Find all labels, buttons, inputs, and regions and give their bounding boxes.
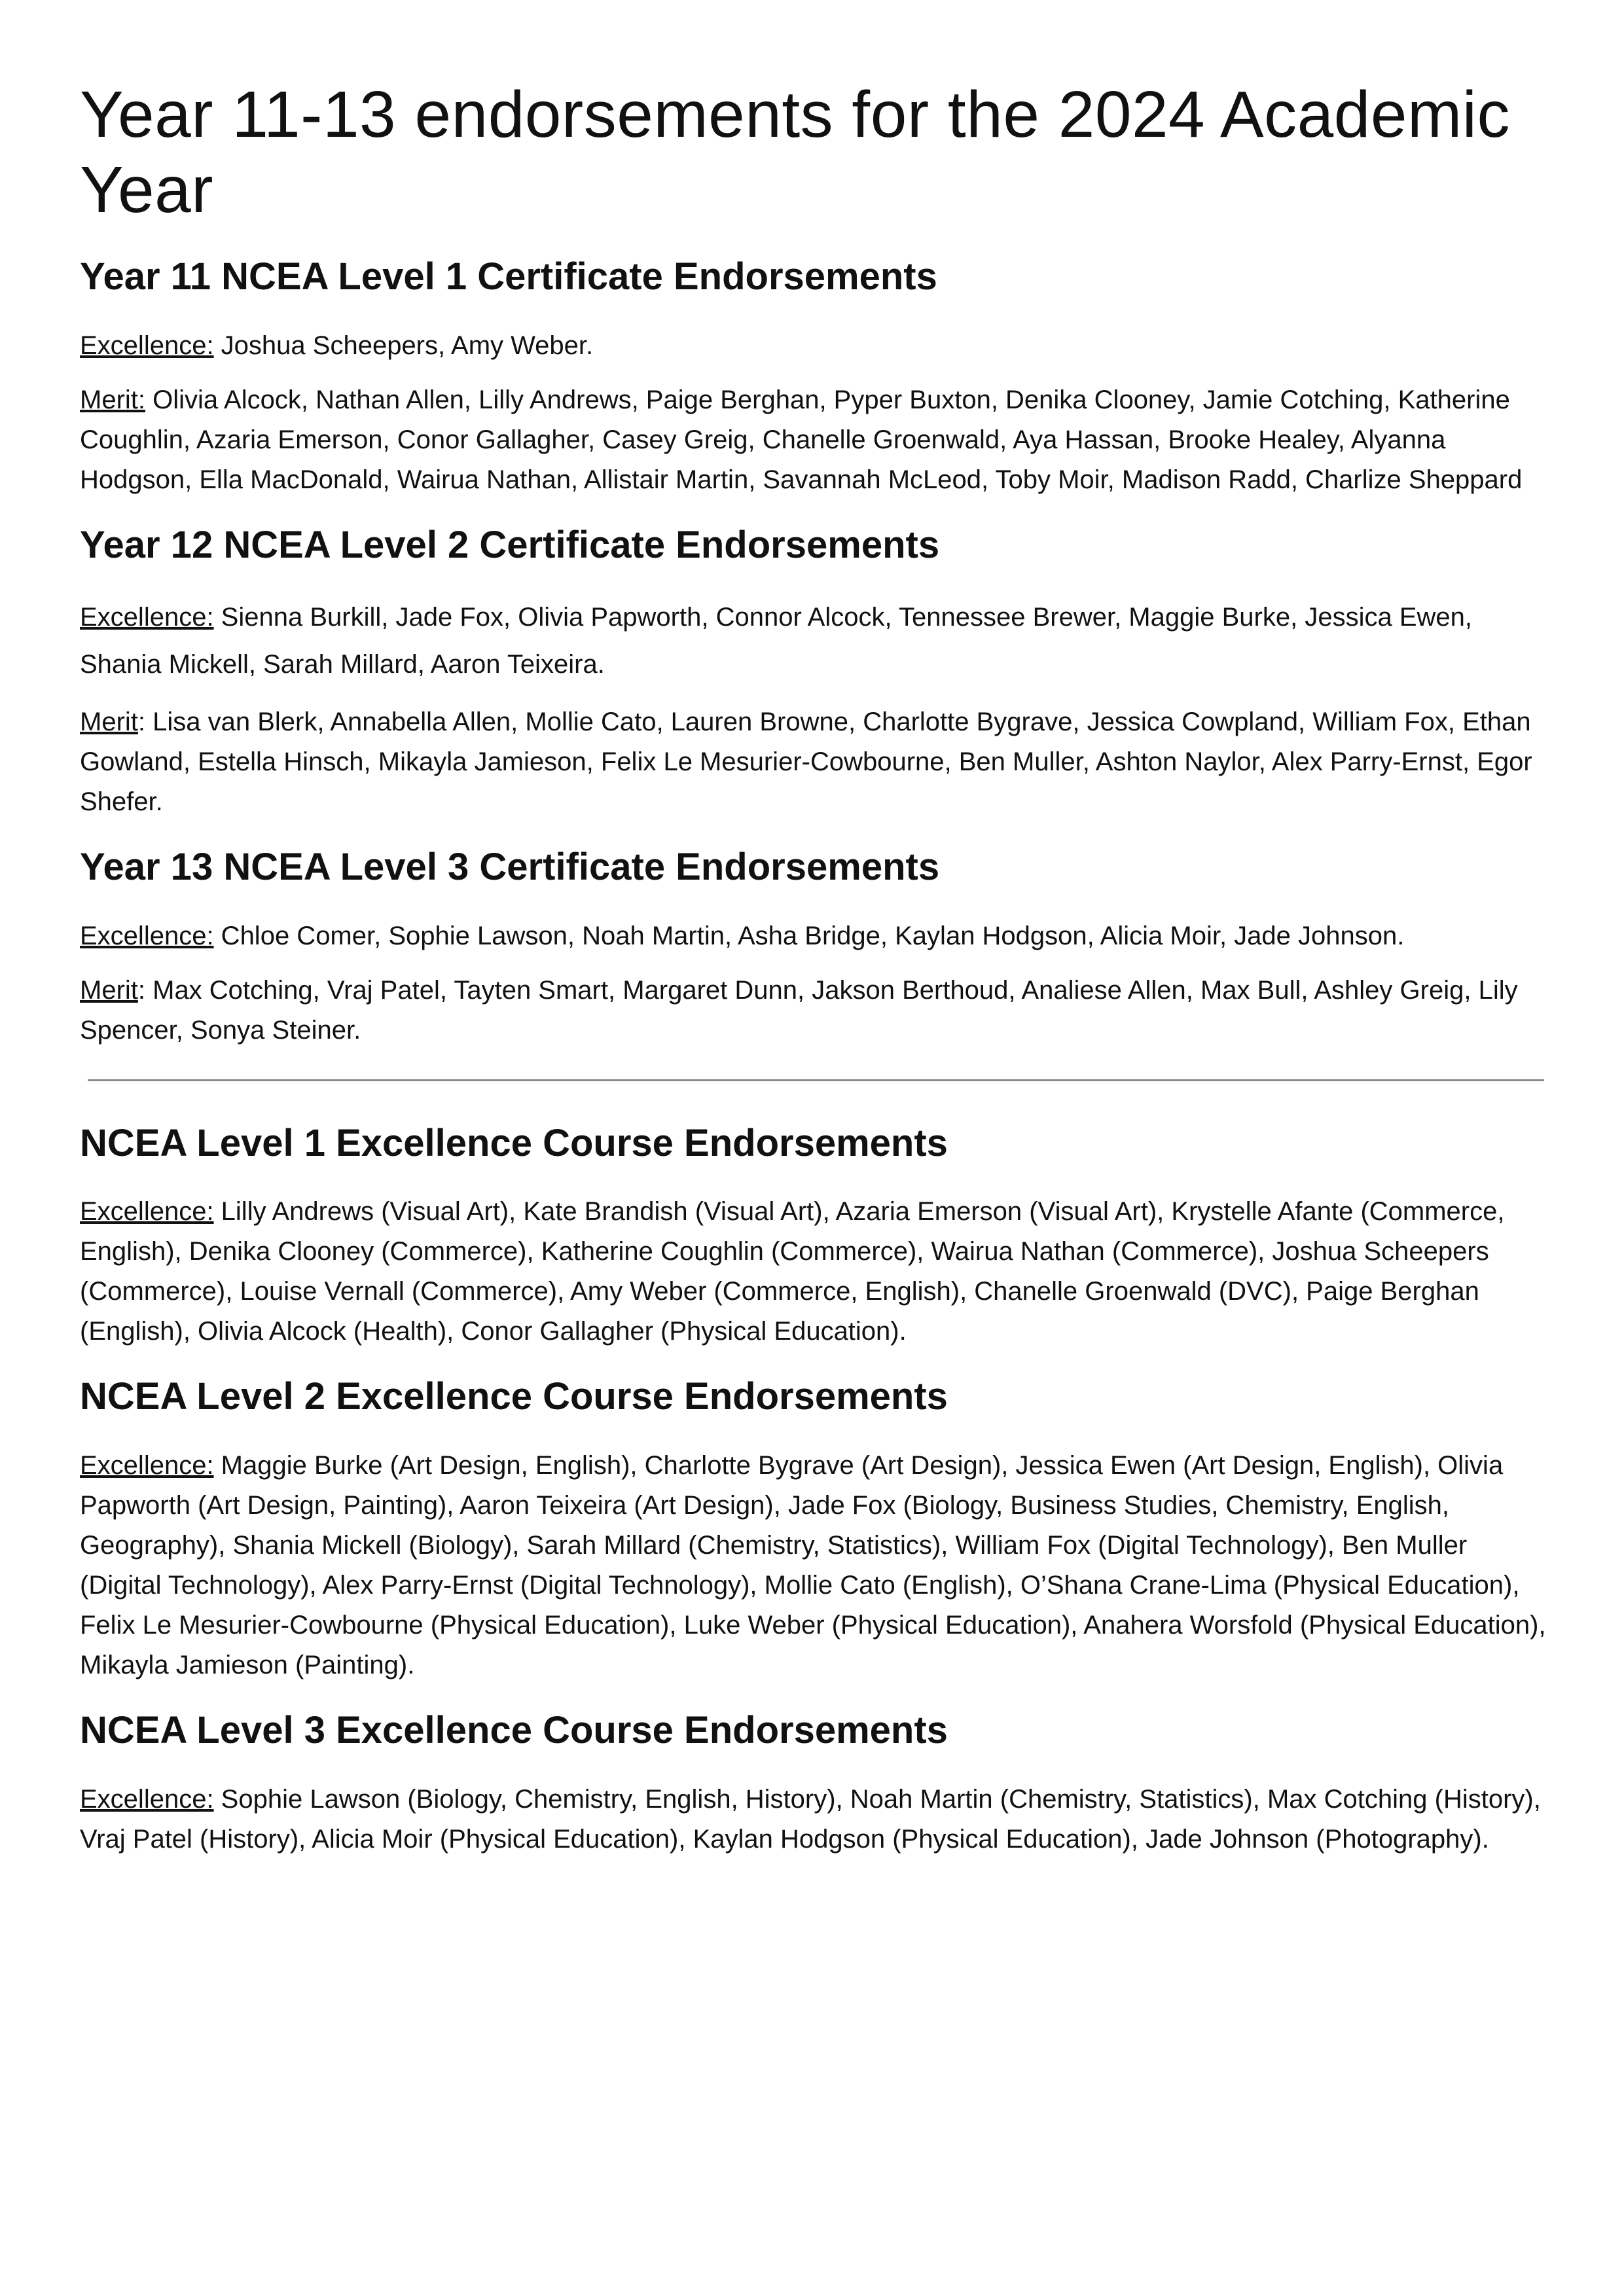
excellence-label: Excellence: [80,1450,214,1480]
excellence-names: Sophie Lawson (Biology, Chemistry, English, History), Noah Martin (Chemistry, Statistics), Max Cotching (History), Vraj Patel (History), Alicia Moir (Physical Education), Kaylan Hodgson (Physical Education), Jade Johnson (Photography). [80,1784,1541,1854]
excellence-label: Excellence: [80,331,214,360]
excellence-label: Excellence: [80,921,214,950]
excellence-entry [80,1446,1546,1685]
excellence-entry [80,916,1546,956]
section-heading: NCEA Level 2 Excellence Course Endorsements [80,1375,948,1418]
section-heading: NCEA Level 3 Excellence Course Endorsements [80,1708,948,1751]
excellence-names: Lilly Andrews (Visual Art), Kate Brandish (Visual Art), Azaria Emerson (Visual Art), Krystelle Afante (Commerce, English), Denika Clooney (Commerce), Katherine Coughlin (Commerce), Wairua Nathan (Commerce), Joshua Scheepers (Commerce), Louise Vernall (Commerce), Amy Weber (Commerce, English), Chanelle Groenwald (DVC), Paige Berghan (English), Olivia Alcock (Health), Conor Gallagher (Physical Education). [80,1197,1505,1346]
section-heading: NCEA Level 1 Excellence Course Endorsements [80,1121,948,1164]
excellence-label: Excellence: [80,603,214,632]
excellence-label: Excellence: [80,1197,214,1227]
excellence-names: Joshua Scheepers, Amy Weber. [213,331,594,360]
document-title: Year 11-13 endorsements for the 2024 Academic Year [80,78,1510,226]
excellence-entry [80,594,1546,688]
excellence-entry [80,1192,1546,1352]
merit-names: : Max Cotching, Vraj Patel, Tayten Smart, Margaret Dunn, Jakson Berthoud, Analiese Allen, Max Bull, Ashley Greig, Lily Spencer, Sonya Steiner. [80,975,1518,1045]
level-3-course-section [80,1708,1546,1859]
year-13-certificate-section [80,844,1546,1050]
section-divider [88,1079,1544,1081]
document-page [80,77,1546,1882]
merit-names: Olivia Alcock, Nathan Allen, Lilly Andrews, Paige Berghan, Pyper Buxton, Denika Clooney, Jamie Cotching, Katherine Coughlin, Azaria Emerson, Conor Gallagher, Casey Greig, Chanelle Groenwald, Aya Hassan, Brooke Healey, Alyanna Hodgson, Ella MacDonald, Wairua Nathan, Allistair Martin, Savannah McLeod, Toby Moir, Madison Radd, Charlize Sheppard [80,385,1523,494]
level-1-course-section [80,1121,1546,1352]
merit-entry [80,971,1546,1050]
merit-label: Merit [80,708,138,737]
merit-label: Merit [80,975,138,1005]
level-2-course-section [80,1374,1546,1685]
year-12-certificate-section [80,522,1546,823]
excellence-label: Excellence: [80,1784,214,1814]
excellence-names: Sienna Burkill, Jade Fox, Olivia Papworth, Connor Alcock, Tennessee Brewer, Maggie Burke, Jessica Ewen, Shania Mickell, Sarah Millard, Aaron Teixeira. [80,603,1472,679]
section-heading: Year 12 NCEA Level 2 Certificate Endorsements [80,523,940,566]
excellence-entry [80,326,1546,366]
excellence-names: Chloe Comer, Sophie Lawson, Noah Martin, Asha Bridge, Kaylan Hodgson, Alicia Moir, Jade Johnson. [213,921,1405,950]
merit-entry [80,702,1546,822]
excellence-entry [80,1780,1546,1859]
section-heading: Year 13 NCEA Level 3 Certificate Endorsements [80,846,940,889]
year-11-certificate-section [80,254,1546,500]
merit-names: : Lisa van Blerk, Annabella Allen, Mollie Cato, Lauren Browne, Charlotte Bygrave, Jessica Cowpland, William Fox, Ethan Gowland, Estella Hinsch, Mikayla Jamieson, Felix Le Mesurier-Cowbourne, Ben Muller, Ashton Naylor, Alex Parry-Ernst, Egor Shefer. [80,708,1532,817]
excellence-names: Maggie Burke (Art Design, English), Charlotte Bygrave (Art Design), Jessica Ewen (Art Design, English), Olivia Papworth (Art Design, Painting), Aaron Teixeira (Art Design), Jade Fox (Biology, Business Studies, Chemistry, English, Geography), Shania Mickell (Biology), Sarah Millard (Chemistry, Statistics), William Fox (Digital Technology), Ben Muller (Digital Technology), Alex Parry-Ernst (Digital Technology), Mollie Cato (English), O’Shana Crane-Lima (Physical Education), Felix Le Mesurier-Cowbourne (Physical Education), Luke Weber (Physical Education), Anahera Worsfold (Physical Education), Mikayla Jamieson (Painting). [80,1450,1546,1679]
merit-label: Merit: [80,385,145,414]
section-heading: Year 11 NCEA Level 1 Certificate Endorsements [80,255,937,298]
merit-entry [80,380,1546,500]
